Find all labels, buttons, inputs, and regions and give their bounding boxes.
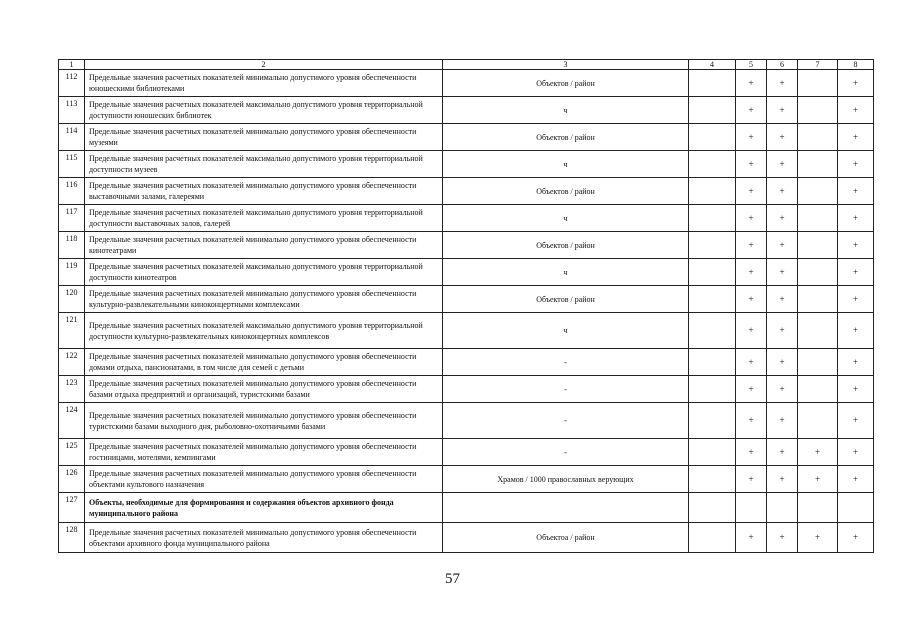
row-number-cell: 117 <box>59 205 85 232</box>
column-4-cell <box>689 151 736 178</box>
column-4-cell <box>689 178 736 205</box>
column-8-cell: + <box>838 232 874 259</box>
column-7-cell: + <box>798 439 838 466</box>
unit-cell: Храмов / 1000 православных верующих <box>443 466 689 493</box>
column-4-cell <box>689 70 736 97</box>
column-header: 6 <box>767 60 798 70</box>
column-6-cell: + <box>767 259 798 286</box>
table-row <box>59 286 874 313</box>
row-number-cell: 123 <box>59 376 85 403</box>
column-6-cell: + <box>767 466 798 493</box>
page-number: 57 <box>445 571 460 587</box>
column-4-cell <box>689 124 736 151</box>
unit-cell: - <box>443 403 689 439</box>
indicator-description-cell: Предельные значения расчетных показателей минимально допустимого уровня обеспеченности музеями <box>85 124 443 151</box>
column-7-cell <box>798 403 838 439</box>
column-4-cell <box>689 97 736 124</box>
column-4-cell <box>689 523 736 553</box>
column-header: 8 <box>838 60 874 70</box>
column-8-cell: + <box>838 286 874 313</box>
column-7-cell <box>798 259 838 286</box>
column-4-cell <box>689 403 736 439</box>
indicator-description-cell: Предельные значения расчетных показателей минимально допустимого уровня обеспеченности туристскими базами выходного дня, рыболовно-охотничьими базами <box>85 403 443 439</box>
column-8-cell: + <box>838 178 874 205</box>
column-7-cell <box>798 97 838 124</box>
column-5-cell: + <box>736 403 767 439</box>
column-5-cell: + <box>736 466 767 493</box>
column-6-cell: + <box>767 97 798 124</box>
column-5-cell: + <box>736 286 767 313</box>
column-header: 2 <box>85 60 443 70</box>
column-4-cell <box>689 493 736 523</box>
column-5-cell: + <box>736 259 767 286</box>
row-number-cell: 128 <box>59 523 85 553</box>
indicator-description-cell: Предельные значения расчетных показателей максимально допустимого уровня территориальной доступности выставочных залов, галерей <box>85 205 443 232</box>
column-6-cell: + <box>767 205 798 232</box>
indicator-description-cell: Предельные значения расчетных показателей минимально допустимого уровня обеспеченности базами отдыха предприятий и организаций, туристскими базами <box>85 376 443 403</box>
unit-cell: - <box>443 349 689 376</box>
unit-cell: ч <box>443 313 689 349</box>
indicator-description-cell: Предельные значения расчетных показателей максимально допустимого уровня территориальной доступности кинотеатров <box>85 259 443 286</box>
row-number-cell: 112 <box>59 70 85 97</box>
column-8-cell: + <box>838 205 874 232</box>
unit-cell: Объектов / район <box>443 178 689 205</box>
row-number-cell: 120 <box>59 286 85 313</box>
column-4-cell <box>689 232 736 259</box>
column-7-cell <box>798 70 838 97</box>
column-7-cell <box>798 151 838 178</box>
column-5-cell: + <box>736 151 767 178</box>
column-5-cell: + <box>736 523 767 553</box>
table-row <box>59 376 874 403</box>
row-number-cell: 126 <box>59 466 85 493</box>
table-row <box>59 178 874 205</box>
column-number-header-row <box>59 60 874 70</box>
column-6-cell: + <box>767 349 798 376</box>
unit-cell: ч <box>443 205 689 232</box>
row-number-cell: 122 <box>59 349 85 376</box>
column-5-cell: + <box>736 376 767 403</box>
unit-cell: Объектов / район <box>443 232 689 259</box>
column-4-cell <box>689 439 736 466</box>
column-4-cell <box>689 259 736 286</box>
column-7-cell <box>798 376 838 403</box>
column-6-cell: + <box>767 151 798 178</box>
column-6-cell: + <box>767 178 798 205</box>
column-7-cell <box>798 205 838 232</box>
column-5-cell: + <box>736 205 767 232</box>
column-7-cell <box>798 232 838 259</box>
indicators-table <box>58 59 874 553</box>
indicator-description-cell: Предельные значения расчетных показателей минимально допустимого уровня обеспеченности юношескими библиотеками <box>85 70 443 97</box>
unit-cell: ч <box>443 97 689 124</box>
table-row <box>59 403 874 439</box>
column-5-cell <box>736 493 767 523</box>
row-number-cell: 121 <box>59 313 85 349</box>
column-4-cell <box>689 349 736 376</box>
unit-cell: Объектов / район <box>443 70 689 97</box>
table-row <box>59 493 874 523</box>
table-row <box>59 151 874 178</box>
table-row <box>59 124 874 151</box>
column-5-cell: + <box>736 439 767 466</box>
column-header: 5 <box>736 60 767 70</box>
column-5-cell: + <box>736 178 767 205</box>
column-7-cell <box>798 493 838 523</box>
column-7-cell <box>798 349 838 376</box>
indicator-description-cell: Предельные значения расчетных показателей максимально допустимого уровня территориальной доступности культурно-развлекательных киноконцертных комплексов <box>85 313 443 349</box>
column-4-cell <box>689 466 736 493</box>
column-4-cell <box>689 205 736 232</box>
column-7-cell: + <box>798 466 838 493</box>
column-8-cell: + <box>838 376 874 403</box>
unit-cell: ч <box>443 151 689 178</box>
column-8-cell: + <box>838 151 874 178</box>
unit-cell: Объектоа / район <box>443 523 689 553</box>
column-6-cell: + <box>767 124 798 151</box>
column-header: 7 <box>798 60 838 70</box>
table-row <box>59 232 874 259</box>
table-row <box>59 349 874 376</box>
column-7-cell <box>798 313 838 349</box>
table-row <box>59 259 874 286</box>
column-5-cell: + <box>736 232 767 259</box>
column-6-cell <box>767 493 798 523</box>
table-row <box>59 523 874 553</box>
column-5-cell: + <box>736 124 767 151</box>
column-7-cell <box>798 178 838 205</box>
indicator-description-cell: Предельные значения расчетных показателей максимально допустимого уровня территориальной доступности музеев <box>85 151 443 178</box>
column-8-cell: + <box>838 97 874 124</box>
indicator-description-cell: Предельные значения расчетных показателей минимально допустимого уровня обеспеченности культурно-развлекательными киноконцертными комплексами <box>85 286 443 313</box>
column-6-cell: + <box>767 439 798 466</box>
column-6-cell: + <box>767 523 798 553</box>
table-row <box>59 439 874 466</box>
column-5-cell: + <box>736 70 767 97</box>
indicator-description-cell: Предельные значения расчетных показателей минимально допустимого уровня обеспеченности объектами архивного фонда муниципального района <box>85 523 443 553</box>
column-header: 4 <box>689 60 736 70</box>
row-number-cell: 114 <box>59 124 85 151</box>
row-number-cell: 119 <box>59 259 85 286</box>
column-8-cell: + <box>838 439 874 466</box>
column-5-cell: + <box>736 349 767 376</box>
column-8-cell: + <box>838 313 874 349</box>
column-header: 3 <box>443 60 689 70</box>
column-7-cell <box>798 286 838 313</box>
unit-cell <box>443 493 689 523</box>
column-7-cell <box>798 124 838 151</box>
table-row <box>59 70 874 97</box>
unit-cell: - <box>443 376 689 403</box>
column-4-cell <box>689 376 736 403</box>
row-number-cell: 116 <box>59 178 85 205</box>
unit-cell: - <box>443 439 689 466</box>
column-8-cell: + <box>838 523 874 553</box>
column-header: 1 <box>59 60 85 70</box>
column-8-cell: + <box>838 259 874 286</box>
row-number-cell: 127 <box>59 493 85 523</box>
indicator-description-cell: Предельные значения расчетных показателей минимально допустимого уровня обеспеченности домами отдыха, пансионатами, в том числе для семей с детьми <box>85 349 443 376</box>
table-row <box>59 466 874 493</box>
unit-cell: Объектов / район <box>443 124 689 151</box>
row-number-cell: 118 <box>59 232 85 259</box>
column-8-cell: + <box>838 70 874 97</box>
column-7-cell: + <box>798 523 838 553</box>
document-table-container <box>58 59 873 553</box>
column-8-cell <box>838 493 874 523</box>
indicator-description-cell: Предельные значения расчетных показателей минимально допустимого уровня обеспеченности объектами культового назначения <box>85 466 443 493</box>
column-6-cell: + <box>767 376 798 403</box>
column-8-cell: + <box>838 124 874 151</box>
indicator-description-cell: Предельные значения расчетных показателей минимально допустимого уровня обеспеченности кинотеатрами <box>85 232 443 259</box>
column-6-cell: + <box>767 232 798 259</box>
row-number-cell: 113 <box>59 97 85 124</box>
row-number-cell: 124 <box>59 403 85 439</box>
row-number-cell: 125 <box>59 439 85 466</box>
indicator-description-cell: Объекты, необходимые для формирования и содержания объектов архивного фонда муниципального района <box>85 493 443 523</box>
unit-cell: ч <box>443 259 689 286</box>
indicator-description-cell: Предельные значения расчетных показателей максимально допустимого уровня территориальной доступности юношеских библиотек <box>85 97 443 124</box>
table-row <box>59 313 874 349</box>
indicator-description-cell: Предельные значения расчетных показателей минимально допустимого уровня обеспеченности гостиницами, мотелями, кемпингами <box>85 439 443 466</box>
column-6-cell: + <box>767 313 798 349</box>
unit-cell: Объектов / район <box>443 286 689 313</box>
column-8-cell: + <box>838 349 874 376</box>
indicator-description-cell: Предельные значения расчетных показателей минимально допустимого уровня обеспеченности выставочными залами, галереями <box>85 178 443 205</box>
table-body <box>59 70 874 553</box>
column-6-cell: + <box>767 286 798 313</box>
column-4-cell <box>689 313 736 349</box>
column-6-cell: + <box>767 403 798 439</box>
column-8-cell: + <box>838 403 874 439</box>
table-row <box>59 205 874 232</box>
column-4-cell <box>689 286 736 313</box>
column-5-cell: + <box>736 97 767 124</box>
column-6-cell: + <box>767 70 798 97</box>
column-5-cell: + <box>736 313 767 349</box>
column-8-cell: + <box>838 466 874 493</box>
row-number-cell: 115 <box>59 151 85 178</box>
table-row <box>59 97 874 124</box>
